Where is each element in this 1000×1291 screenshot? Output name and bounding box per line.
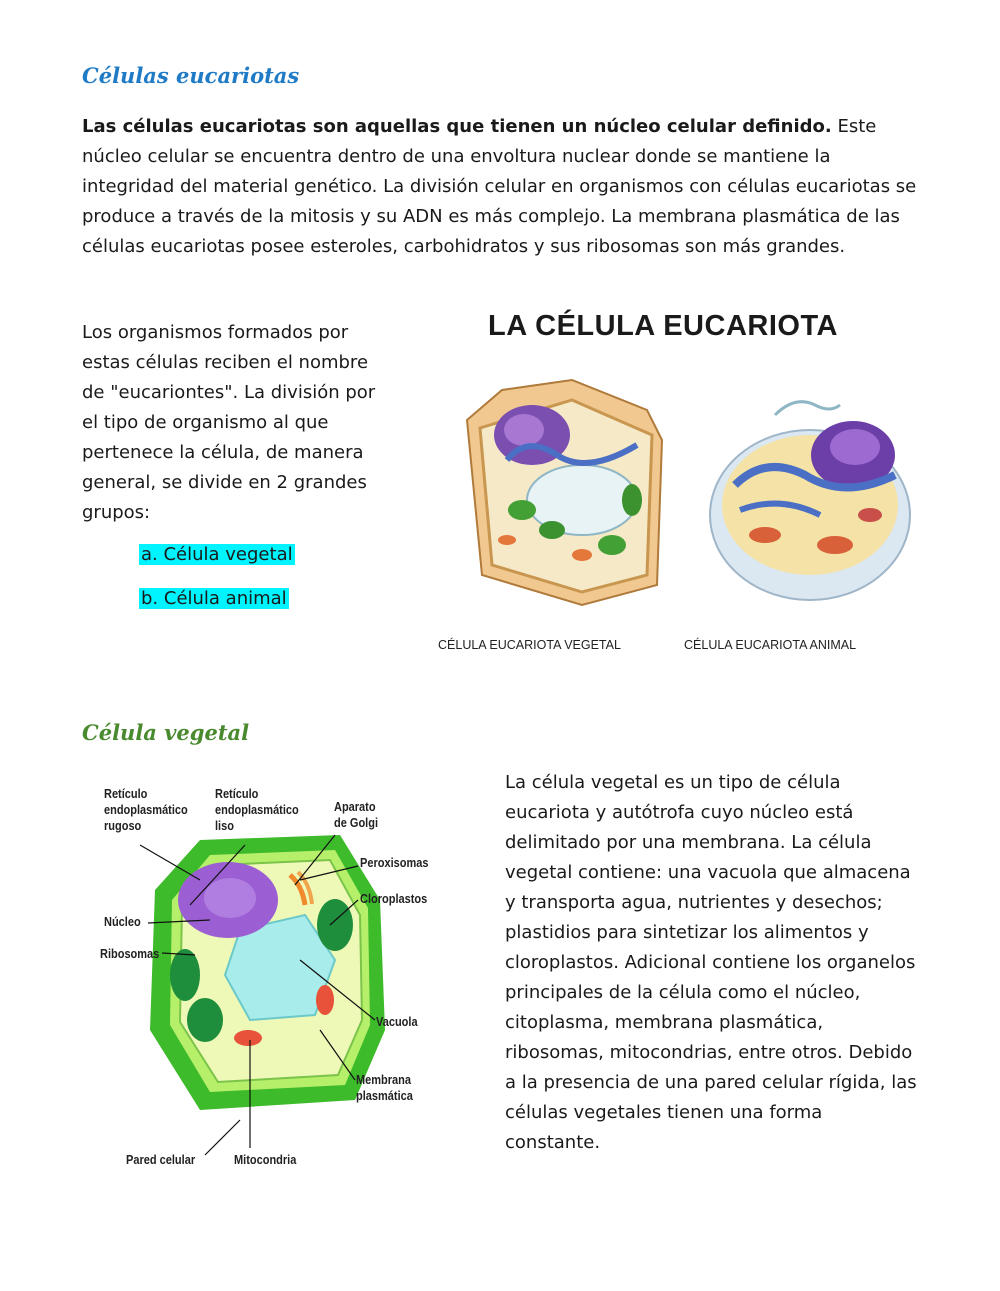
label-rer: Retículo endoplasmático rugoso	[104, 787, 188, 833]
caption-plant-cell: CÉLULA EUCARIOTA VEGETAL	[438, 638, 621, 652]
label-vacuola: Vacuola	[376, 1015, 418, 1029]
intro-rest: Este núcleo celular se encuentra dentro de una envoltura nuclear donde se mantiene la integridad del material genético. La división celular en organismos con células eucariotas se produce a través de la mitosis y su ADN es más complejo. La membrana plasmática de las células eucariotas posee esteroles, carbohidratos y sus ribosomas son más grandes.	[82, 116, 917, 257]
vegetal-paragraph: La célula vegetal es un tipo de célula eucariota y autótrofa cuyo núcleo está delimitado por una membrana. La célula vegetal contiene: una vacuola que almacena y transporta agua, nutrientes y desechos; plastidios para sintetizar los alimentos y cloroplastos. Adicional contiene los organelos principales de la célula como el núcleo, citoplasma, membrana plasmática, ribosomas, mitocondrias, entre otros. Debido a la presencia de una pared celular rígida, las células vegetales tienen una forma constante.	[505, 772, 917, 1153]
label-ser: Retículo endoplasmático liso	[215, 787, 299, 833]
label-cloroplastos: Cloroplastos	[360, 892, 428, 906]
label-ribosomas: Ribosomas	[100, 947, 160, 961]
label-mitocondria: Mitocondria	[234, 1153, 297, 1167]
organisms-paragraph: Los organismos formados por estas células reciben el nombre de "eucariontes". La división por el tipo de organismo al que pertenece la célula, de manera general, se divide en 2 grandes grupos:	[82, 322, 376, 523]
label-membrana: Membrana plasmática	[356, 1073, 413, 1103]
label-golgi: Aparato de Golgi	[334, 800, 378, 830]
caption-animal-cell: CÉLULA EUCARIOTA ANIMAL	[684, 638, 857, 652]
section-heading-eucariotas: Células eucariotas	[82, 63, 300, 88]
label-nucleo: Núcleo	[104, 915, 141, 929]
list-item-vegetal: a. Célula vegetal	[141, 544, 293, 565]
section-heading-vegetal: Célula vegetal	[82, 720, 250, 745]
list-item-animal: b. Célula animal	[141, 588, 287, 609]
label-pared: Pared celular	[126, 1153, 196, 1167]
label-peroxisomas: Peroxisomas	[360, 856, 429, 870]
intro-bold: Las células eucariotas son aquellas que tienen un núcleo celular definido.	[82, 116, 832, 137]
figure-title: LA CÉLULA EUCARIOTA	[488, 310, 838, 342]
